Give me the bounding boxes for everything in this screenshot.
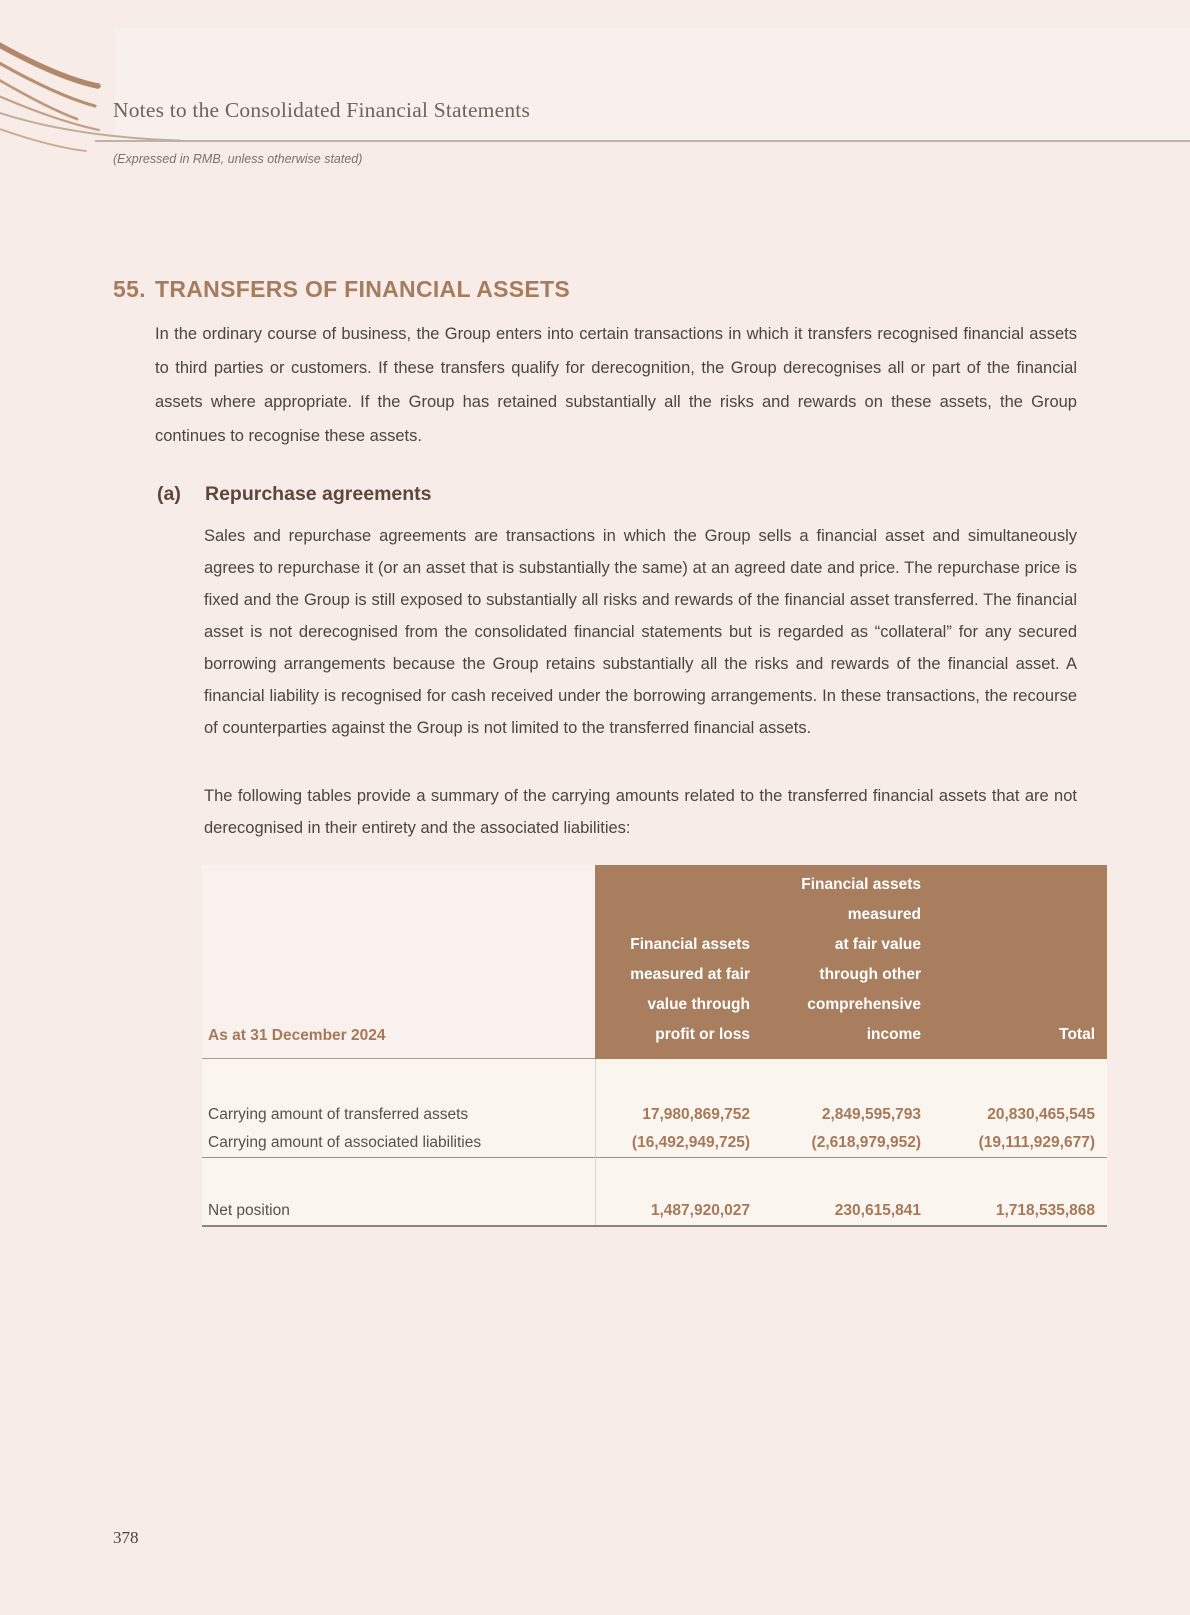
table-row-transferred-assets: Carrying amount of transferred assets 17,980,869,752 2,849,595,793 20,830,465,545 <box>208 1106 1095 1123</box>
subsection-title: Repurchase agreements <box>205 483 432 505</box>
repurchase-paragraph: Sales and repurchase agreements are transactions in which the Group sells a financial asset and simultaneously agrees to repurchase it (or an asset that is substantially the same) at an agreed date and price. The repurchase price is fixed and the Group is still exposed to substantially all risks and rewards of the financial asset transferred. The financial asset is not derecognised from the consolidated financial statements but is regarded as “collateral” for any secured borrowing arrangements because the Group retains substantially all the risks and rewards of the financial asset. A financial liability is recognised for cash received under the borrowing arrangements. In these transactions, the recourse of counterparties against the Group is not limited to the transferred financial assets. <box>204 527 1077 737</box>
table-row-net-position: Net position 1,487,920,027 230,615,841 1,718,535,868 <box>208 1201 1095 1219</box>
section-number: 55. <box>113 276 146 302</box>
section-intro-paragraph: In the ordinary course of business, the Group enters into certain transactions in which it transfers recognised financial assets to third parties or customers. If these transfers qualify for derecognition, the Group derecognises all or part of the financial assets where appropriate. If the Group has retained substantially all the risks and rewards on these assets, the Group continues to recognise these assets. <box>155 325 1077 445</box>
currency-note: (Expressed in RMB, unless otherwise stated) <box>113 152 363 166</box>
table-header <box>202 865 1107 1059</box>
table-spacer <box>202 1059 1107 1101</box>
transferred-assets-table <box>202 865 1107 1227</box>
document-title: Notes to the Consolidated Financial Statements <box>113 98 531 122</box>
table-body <box>202 1059 1107 1227</box>
section-title: TRANSFERS OF FINANCIAL ASSETS <box>155 276 571 302</box>
table-spacer <box>202 1158 1107 1196</box>
page-number: 378 <box>113 1528 139 1547</box>
table-lead-paragraph: The following tables provide a summary of the carrying amounts related to the transferred financial assets that are not derecognised in their entirety and the associated liabilities: <box>204 787 1077 837</box>
table-row-header: As at 31 December 2024 <box>202 865 595 1059</box>
column-header-fvoci: Financial assets measured at fair value through other comprehensive income <box>801 876 921 1043</box>
column-header-total: Total <box>1059 1026 1095 1043</box>
table-header-columns <box>595 865 1107 1059</box>
header-divider-line <box>95 140 1190 142</box>
subsection-heading <box>157 483 432 506</box>
column-header-fvtpl: Financial assets measured at fair value through profit or loss <box>630 936 750 1043</box>
table-row-associated-liabilities: Carrying amount of associated liabilities (16,492,949,725) (2,618,979,952) (19,111,929,677) <box>202 1129 1107 1158</box>
subsection-label: (a) <box>157 483 181 505</box>
section-heading <box>113 276 570 303</box>
table-vertical-divider <box>595 1059 596 1225</box>
